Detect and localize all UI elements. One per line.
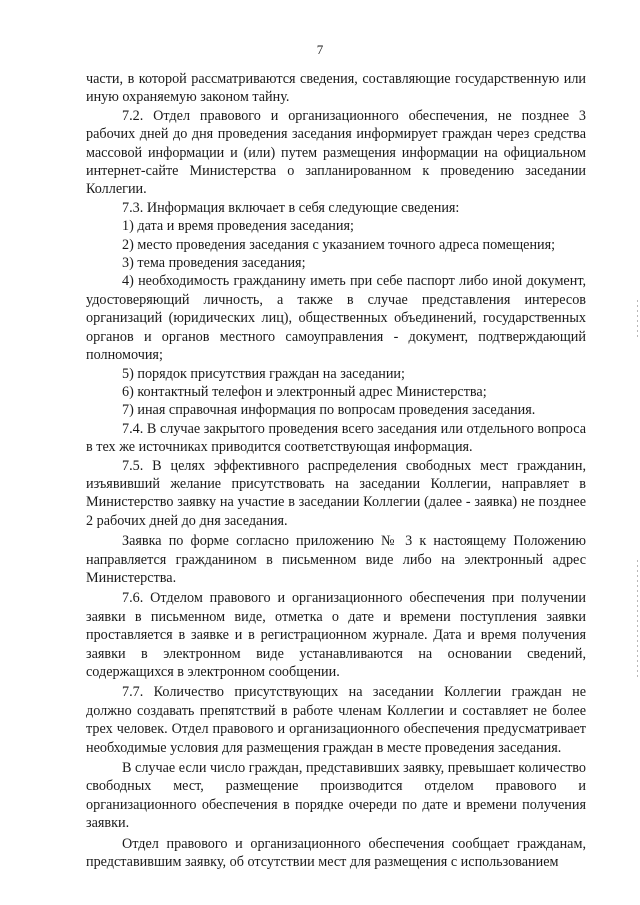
paragraph-7-5: 7.5. В целях эффективного распределения свободных мест гражданин, изъявивший желание присутствовать на заседании Коллегии, направляет в Министерство заявку на участие в заседании Коллегии (далее - заявка) не позднее 2 рабочих дней до дня заседания.: [86, 457, 586, 529]
list-item-7: 7) иная справочная информация по вопросам проведения заседания.: [122, 402, 536, 419]
page-number: 7: [316, 42, 324, 57]
paragraph-continuation: части, в которой рассматриваются сведения, составляющие государственную или иную охраняемую законом тайну.: [86, 71, 586, 106]
list-item-4: 4) необходимость гражданину иметь при себе паспорт либо иной документ, удостоверяющий личность, а также в случае представления интересов организаций (юридических лиц), общественных объединений, государственных органов и органов местного самоуправления - документ, подтверждающий полномочия;: [86, 273, 586, 364]
paragraph-7-6: 7.6. Отделом правового и организационного обеспечения при получении заявки в письменном виде, отметка о дате и времени поступления заявки проставляется в заявке и в регистрационном журнале. Дата и время получения заявки в электронном виде устанавливаются на основании сведений, содержащихся в электронном сообщении.: [86, 590, 586, 680]
scan-edge-mark: [637, 300, 638, 340]
body-text: [86, 70, 586, 871]
list-item-5: 5) порядок присутствия граждан на заседании;: [122, 365, 405, 382]
paragraph-seat-allocation: В случае если число граждан, представивших заявку, превышает количество свободных мест, размещение производится отделом правового и организационного обеспечения в порядке очереди по дате и времени получения заявки.: [86, 760, 586, 832]
list-item-6: 6) контактный телефон и электронный адрес Министерства;: [122, 383, 487, 400]
paragraph-application-form: Заявка по форме согласно приложению № 3 к настоящему Положению направляется гражданином в письменном виде либо на электронный адрес Министерства.: [86, 533, 586, 586]
scan-edge-mark: [637, 560, 638, 680]
paragraph-7-7: 7.7. Количество присутствующих на заседании Коллегии граждан не должно создавать препятствий в работе членам Коллегии и составляет не более трех человек. Отдел правового и организационного обеспечения предусматривает необходимые условия для размещения граждан в месте проведения заседания.: [86, 684, 586, 756]
list-item-1: 1) дата и время проведения заседания;: [122, 218, 354, 235]
paragraph-7-3: 7.3. Информация включает в себя следующие сведения:: [122, 199, 460, 216]
paragraph-7-2: 7.2. Отдел правового и организационного обеспечения, не позднее 3 рабочих дней до дня проведения заседания информирует граждан через средства массовой информации и (или) путем размещения информации на официальном интернет-сайте Министерства о запланированном к проведению заседании Коллегии.: [86, 107, 586, 198]
paragraph-notification: Отдел правового и организационного обеспечения сообщает гражданам, представившим заявку, об отсутствии мест для размещения с использованием: [86, 835, 586, 871]
list-item-2: 2) место проведения заседания с указанием точного адреса помещения;: [122, 236, 556, 253]
list-item-3: 3) тема проведения заседания;: [122, 255, 306, 272]
paragraph-7-4: 7.4. В случае закрытого проведения всего заседания или отдельного вопроса в тех же источниках приводится соответствующая информация.: [86, 420, 586, 456]
